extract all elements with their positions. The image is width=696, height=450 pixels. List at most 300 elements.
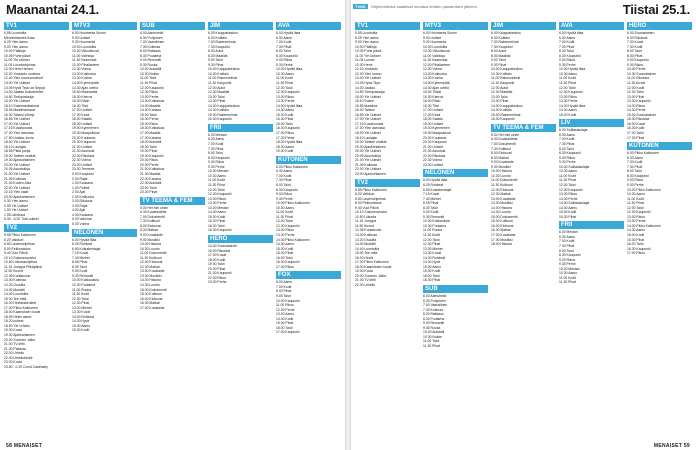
program-item: 7.30 Kotimaa: [140, 44, 160, 49]
program-item: 13.00 Miehet: [72, 305, 92, 310]
program-item: 21.05 Kotimaa: [4, 176, 26, 181]
program-item: 17.00 Rikos: [276, 131, 294, 136]
program-item: 17.00 Kaupunki: [276, 330, 300, 335]
program-item: 7.00 Rakennelmat: [208, 40, 236, 45]
program-item: 13.00 Rikos: [559, 94, 577, 99]
channel-header: KUTONEN: [276, 156, 341, 164]
program-item: 23.00 Uutiset: [72, 162, 92, 167]
channel-header: TV2: [4, 224, 69, 232]
program-item: 11.30 Kodit: [423, 232, 440, 237]
program-item: 9.30 Pihat: [491, 62, 507, 67]
program-item: 7.40 Miehet: [72, 255, 90, 260]
program-item: 8.30 Kaupunki: [559, 151, 581, 156]
page-footer: 58 MENAISET: [6, 443, 43, 449]
program-item: 4.30 Kaukana: [72, 212, 93, 217]
program-item: 6.00 Aamuhetki: [423, 293, 447, 298]
program-item: 16.30 Kaupunki: [276, 126, 300, 131]
program-item: 19.30 Maajoukkue: [72, 131, 100, 136]
program-item: 12.00 Talot: [627, 205, 644, 210]
program-item: 19.00 Kymmenen: [423, 126, 450, 131]
program-item: 0.00 Kaupunki: [72, 171, 94, 176]
channel-header: TV1: [355, 22, 420, 30]
program-item: 12.30 Voima: [72, 67, 91, 72]
program-item: 7.00 Kuvat: [627, 40, 644, 45]
program-item: 9.30 Perhe: [559, 62, 576, 67]
program-item: 15.00 Aamu: [423, 264, 442, 269]
program-item: 14.00 Muisteli: [355, 242, 376, 247]
program-item: 6.25 Rohkeat: [72, 242, 93, 247]
program-item: 11.00 Ruoka: [423, 228, 442, 233]
program-item: 12.35 Kuntakoulu: [4, 273, 31, 278]
program-item: 10.00 Autotalli: [140, 67, 162, 72]
program-item: 18.00 Yle Uutiset: [355, 131, 381, 136]
page-title: Tiistai 25.1.: [622, 2, 690, 17]
program-item: 0.30 Rajat: [72, 176, 88, 181]
program-item: 11.00 Kodit: [276, 210, 293, 215]
program-item: 10.00 Päälinja: [355, 44, 377, 49]
program-item: 16.55 Yle Uutiset: [355, 112, 381, 117]
program-item: 10.30 Aamu: [559, 169, 578, 174]
program-item: 21.00 Uutiset: [72, 144, 92, 149]
program-item: 9.00 Rikos: [559, 257, 576, 262]
program-item: 8.00 Elokuvat: [491, 151, 512, 156]
program-item: 8.30 Kaupunki: [559, 53, 581, 58]
program-item: 17.30 Musiikki: [491, 237, 513, 242]
program-item: 14.00 Historia: [140, 278, 161, 283]
listing-column: [140, 20, 205, 440]
program-item: 10.30 Aamu: [627, 192, 646, 197]
listing-column: [423, 20, 488, 440]
program-item: 19.00 Kymmenen: [72, 126, 99, 131]
program-item: 10.00 Kauppakeskus: [208, 67, 240, 72]
program-item: 7.30 Kulttuuri: [140, 219, 160, 224]
program-item: 16.00 Talot: [276, 325, 293, 330]
program-item: 14.00 Kauppakeskus: [208, 103, 240, 108]
program-item: 12.00 Talot: [423, 237, 440, 242]
program-item: 9.00 Remontti: [140, 58, 162, 63]
program-item: 14.30 Aamu: [559, 205, 578, 210]
program-item: 10.30 Luonto: [140, 246, 160, 251]
program-item: 20.30 Kaupunki: [423, 140, 447, 145]
program-item: 5.00 Valinnat: [72, 217, 92, 222]
program-item: 14.00 Jaakko kokoantelee: [4, 90, 44, 95]
program-item: 6.30 Aamu: [627, 155, 644, 160]
program-item: 10.00 Kokkauksia: [72, 278, 99, 283]
program-item: 13.00 Kuvataide: [491, 196, 516, 201]
program-item: 8.05 Pihat: [423, 201, 439, 206]
program-item: 7.30 Kaupunki: [491, 44, 513, 49]
program-item: Mennistösmies ikiaa: [4, 35, 35, 40]
program-item: 9.00 Rikos: [276, 192, 293, 197]
program-item: 14.40 Suomalainen: [208, 243, 238, 248]
program-item: 16.00 Elokuvat: [491, 223, 514, 228]
program-item: 6.30 Kuvataidetta: [491, 137, 518, 142]
program-item: 9.00 Remontti: [423, 321, 445, 326]
program-item: 13.00 Perhe: [140, 94, 159, 99]
program-item: 14.50 Tietopostaaja: [4, 94, 34, 99]
program-item: 23.00 Ajankohtainen: [4, 194, 35, 199]
program-item: 15.00 Kodit: [276, 246, 294, 251]
program-item: 17.15 Kuvakorusta: [4, 126, 33, 131]
program-item: 10.00 Historia: [140, 242, 161, 247]
program-item: 16.30 Tilat: [423, 103, 439, 108]
program-item: 22.00 Rikoksia: [423, 153, 446, 158]
program-item: 8.00 Talot: [627, 169, 642, 174]
program-item: 16.00 Talot: [627, 242, 644, 247]
program-item: 9.30 Musiikki: [140, 237, 160, 242]
program-item: 21.30 Maatila: [140, 171, 161, 176]
program-item: 15.00 Kodit: [208, 214, 226, 219]
program-item: 18.00 Historia: [491, 242, 512, 247]
program-item: 13.00 Rikos: [276, 94, 294, 99]
program-item: 10.30 Nukke: [423, 334, 443, 339]
program-item: 10.00 Luontoilta: [72, 44, 97, 49]
program-item: 18.00 Kodit: [208, 257, 226, 262]
program-item: 9.00 Talot: [491, 58, 506, 63]
program-item: 15.30 Kodit: [423, 269, 441, 274]
program-item: 12.35 Kuntakoulu: [355, 228, 382, 233]
program-item: 14.30 Ajan ovella: [423, 85, 449, 90]
program-item: 2.30 Kotiruoka: [72, 194, 94, 199]
listing-column: [491, 20, 556, 440]
program-item: 14.40 Luontoilta: [355, 246, 380, 251]
program-item: 15.30 Kulttuuri: [140, 292, 162, 297]
program-item: 9.40 Vuoi Päivä: [355, 205, 379, 210]
program-item: 14.00 Hyvää iltaa: [276, 103, 303, 108]
program-item: 15.55 Maailma: [355, 103, 378, 108]
program-item: 6.30 Kotitalo: [208, 35, 227, 40]
program-item: 12.00 Perhe: [276, 307, 295, 312]
program-item: 16.00 Elokuvat: [140, 296, 163, 301]
program-item: 12.30 Kaupunki: [559, 187, 583, 192]
program-item: 13.30 Pihat: [491, 99, 509, 104]
program-item: 15.30 Pihat: [627, 237, 645, 242]
program-item: 16.00 Ritari: [423, 99, 441, 104]
program-item: 10.30 Aamu: [559, 71, 578, 76]
program-item: 13.30 Musiikki: [491, 201, 513, 206]
program-item: 1.30 Poliisit: [72, 185, 90, 190]
page-title: Maanantai 24.1.: [6, 2, 100, 17]
program-item: 15.30 Pihat: [276, 117, 294, 122]
program-item: 16.30 Pihat: [423, 278, 441, 283]
program-item: 13.30 Perhe: [559, 99, 578, 104]
channel-header: TV TEEMA & FEM: [140, 197, 205, 205]
program-item: 20.05 Asuntokirja: [355, 153, 382, 158]
program-item: 16.00 Talot: [208, 223, 225, 228]
program-item: 6.30 Pohjoinen: [423, 298, 446, 303]
program-item: 7.30 Pihat: [559, 243, 575, 248]
program-item: 10.10 Sukuneuvostot: [4, 255, 36, 260]
program-item: 15.00 Kodit: [276, 112, 294, 117]
program-item: 7.00 Kodit: [276, 173, 292, 178]
program-item: 8.30 Kaupunki: [276, 187, 298, 192]
program-item: 9.30 Huomenta: [423, 40, 447, 45]
program-item: 10.00 Mestari: [208, 169, 229, 174]
program-item: 22.00 Yle Uutiset: [355, 167, 381, 172]
program-item: 13.00 Rikos: [208, 196, 226, 201]
program-item: 19.00 Taiteen matkat: [4, 153, 36, 158]
program-item: 23.00 Talot: [140, 185, 157, 190]
program-item: 12.30 Matkat: [140, 264, 160, 269]
program-item: 9.30 Rikos: [627, 62, 644, 67]
program-item: 6.00 Kauppakeskus: [208, 31, 238, 35]
program-item: 4.00 Ajat: [72, 208, 86, 213]
listing-column: [627, 20, 692, 440]
program-item: 12.00 Talot: [276, 85, 293, 90]
program-item: 8.30 Kaupunki: [276, 53, 298, 58]
program-item: 12.30 Kaupunki: [208, 192, 232, 197]
program-item: 13.05 Hyvä Tepo on Seppä: [4, 85, 45, 90]
channel-header: TV TEEMA & FEM: [491, 124, 556, 132]
program-item: 11.30 Kaupunki: [208, 81, 232, 86]
program-item: 12.30 Matkat: [491, 192, 511, 197]
program-item: 10.30 Nukke: [140, 71, 160, 76]
program-item: 12.00 Elokuvat: [140, 260, 163, 265]
program-item: 11.00 Dokumentti: [491, 178, 518, 183]
program-item: 13.00 Kotiruoka: [72, 71, 96, 76]
program-item: 7.00 Kodit: [208, 142, 224, 147]
program-item: 11.00 Rikos: [276, 303, 294, 308]
program-item: 9.00 Kaupunki: [627, 58, 649, 63]
program-item: 16.30 Kaupunki: [627, 246, 651, 251]
program-item: 7.00 Kodit: [276, 40, 292, 45]
program-item: 7.30 Pihat: [627, 164, 643, 169]
program-item: 13.00 Talot: [208, 94, 225, 99]
program-item: 11.30 Kaamosta: [72, 58, 97, 63]
program-item: 18.10 Laulajan: [355, 135, 378, 140]
program-item: 19.30 Kaupunki: [140, 153, 164, 158]
program-item: 12.00 Hemi Hemmi: [4, 67, 34, 72]
program-item: 16.30 Kaupunki: [208, 228, 232, 233]
program-item: 10.00 Pikku Kakkonen: [627, 187, 661, 192]
program-item: 11.30 Pihat: [276, 214, 293, 219]
program-item: 7.00 Dokumentti: [491, 142, 516, 147]
program-item: 14.30 Kotitalo: [491, 108, 512, 113]
program-item: 19.30 Ajankohtainen: [355, 144, 386, 149]
program-item: 12.00 Kaupunki: [140, 85, 164, 90]
channel-header: AVA: [276, 22, 341, 30]
program-item: 15.00 Dokumentti: [491, 214, 518, 219]
program-item: 6.00 Hei mei oinen: [140, 205, 169, 210]
right-page: [351, 0, 696, 450]
program-item: 11.00 Yle Uutiset: [355, 53, 381, 58]
program-item: 20.00 Kuukausi: [423, 135, 447, 140]
program-item: 13.30 Kaupunki: [627, 99, 651, 104]
program-item: 9.00 Kodit: [72, 269, 88, 274]
program-item: 12.30 Maatilat: [491, 90, 513, 95]
program-item: 9.00 Talot: [208, 58, 223, 63]
program-item: 6.00 Hyvää iltaa: [276, 31, 301, 35]
program-item: 7.00 Kodit: [276, 284, 292, 289]
program-item: 6.30 Pohjoinen: [140, 35, 163, 40]
program-item: 23.30 Pihat: [140, 190, 158, 195]
program-item: 11.00 Kodit: [627, 196, 644, 201]
program-item: 11.00 Kodit: [559, 173, 576, 178]
program-item: 15.30 Kaupunki: [208, 117, 232, 122]
program-item: 10.30 Puutarha: [423, 223, 447, 228]
program-item: 5.55 Pikku Kakkonen: [4, 232, 36, 237]
program-item: 18.20 uutiset: [4, 319, 24, 324]
program-item: 22.00 Yle Uutiset: [4, 185, 30, 190]
channel-header: FRII: [208, 124, 273, 132]
program-item: 6.30 Kotitalo: [491, 35, 510, 40]
program-item: 9.00 Rikos: [559, 155, 576, 160]
program-item: 15.00 Kodit: [559, 112, 577, 117]
program-item: 6.30 Aamu: [559, 35, 576, 40]
program-item: 12.00 Talot: [559, 182, 576, 187]
program-item: 20.30 Perhe: [140, 162, 159, 167]
program-item: 17.00 Kuvat: [208, 253, 227, 258]
listing-column: [4, 20, 69, 440]
program-item: 14.30 Aamu: [559, 108, 578, 113]
program-item: 9.00 Rikos: [208, 160, 225, 165]
program-item: 6.25 Rohkeat: [423, 182, 444, 187]
program-item: 15.00 Tiistai: [423, 90, 442, 95]
program-item: 6.00 Pikku Kakkonen: [276, 164, 308, 169]
program-item: 11.05 Luonto: [355, 58, 375, 63]
program-item: 9.30 Perhe: [559, 262, 576, 267]
program-item: 8.00 Talot: [559, 248, 574, 253]
program-item: 13.30 Kotitalous: [140, 99, 165, 104]
program-item: 22.00 Rikos: [208, 275, 226, 280]
left-page: [0, 0, 345, 450]
program-item: 22.30 Autotalli: [140, 181, 162, 186]
program-item: 16.30 Tilat: [72, 103, 88, 108]
program-item: 14.30 Aamu: [627, 228, 646, 233]
header-strip: [353, 4, 478, 9]
program-item: 8.00 Rakkaus: [140, 49, 161, 54]
program-item: 7.30 Kulttuuri: [491, 146, 511, 151]
program-item: 17.00 Kuvataide: [491, 232, 516, 237]
program-item: 15.00 Rakennelmat: [491, 112, 521, 117]
program-item: 12.30 Pihat: [423, 242, 441, 247]
program-item: 16.00 Talot: [276, 121, 293, 126]
program-item: 14.00 Muisteli: [4, 287, 25, 292]
program-item: 6.50 Kotirakentajat: [72, 246, 101, 251]
program-item: 7.00 Kodit: [559, 40, 575, 45]
program-item: 21.00 TV-lehti: [4, 342, 25, 347]
program-item: 14.30 Ajan ovella: [72, 85, 98, 90]
program-item: 6.30 Kuvataidetta: [140, 210, 167, 215]
program-item: 21.00 Kaupunki: [208, 271, 232, 276]
program-item: 9.00 Talot: [276, 293, 291, 298]
program-item: 8.00 Autot: [208, 49, 224, 54]
program-item: 15.00 Maanantai: [72, 90, 98, 95]
program-item: 13.20 Osuulta: [355, 237, 377, 242]
program-item: 7.30 Kotimaa: [423, 307, 443, 312]
program-item: 3.00 Rikoksia: [72, 199, 93, 204]
program-item: 21.30 Asuntola: [423, 149, 446, 154]
program-item: 15.30 Pihat: [559, 214, 577, 219]
program-item: 6.50 Kotirakentajat: [423, 187, 452, 192]
program-item: 11.15 Jumppa: [355, 219, 377, 224]
program-item: 11.50 Kuorot: [355, 223, 375, 228]
program-item: 8.00 Rakkaus: [423, 312, 444, 317]
program-item: 12.20 Yoskaolo ruuteiva: [4, 71, 41, 76]
program-item: 17.00 Rikos: [627, 251, 645, 256]
program-item: 12.30 Maatilat: [208, 90, 230, 95]
program-item: 15.00 Talot: [140, 112, 157, 117]
channel-header: FRII: [559, 221, 624, 229]
program-item: 12.00 Pihallamme: [423, 62, 451, 67]
program-item: 8.00 Talot: [627, 49, 642, 54]
program-item: 13.00 Kotimaa: [4, 278, 26, 283]
program-item: 13.00 Yle Uutiset: [355, 76, 381, 81]
program-item: 10.00 Autotalli: [423, 330, 445, 335]
program-item: 22.00 Rikoksia: [72, 153, 95, 158]
program-item: 22.30 Voima: [72, 158, 91, 163]
program-item: 6.20 Vaikkuri: [355, 192, 375, 197]
channel-header: SUB: [140, 22, 205, 30]
program-item: 10.30 Kotitalo: [491, 71, 512, 76]
program-item: 10.00 Pikku Kakkonen: [276, 201, 310, 206]
program-item: 21.00 Uutiset: [423, 144, 443, 149]
program-item: 17.00 Pikku Kakkonen: [4, 305, 38, 310]
program-item: 16.55 Yle Uutiset: [4, 117, 30, 122]
program-item: 6.30 Aamu: [276, 169, 293, 174]
program-item: 6.30 Aamu: [559, 234, 576, 239]
program-item: 6.00 Huomenta Suomi: [72, 31, 106, 35]
program-item: 9.30 Perhe: [276, 62, 293, 67]
program-item: 14.30 Hyvä: [72, 319, 90, 324]
program-item: 13.00 Kotiruoka: [423, 71, 447, 76]
program-item: 22.00 Urheilu: [355, 282, 376, 287]
program-item: 16.30 Kodit: [627, 126, 645, 131]
channel-header: MTV3: [72, 22, 137, 30]
channel-header: HERO: [627, 22, 692, 30]
program-item: 6.00 Aamuhetki: [140, 31, 164, 35]
program-item: 14.00 Pikku Kakkonen: [627, 223, 661, 228]
program-item: 12.00 Talot: [208, 187, 225, 192]
program-item: 23.00 Perhe: [208, 280, 227, 285]
program-item: 6.30 Aamu: [559, 132, 576, 137]
program-item: 11.00 Kodit: [559, 76, 576, 81]
program-item: 10.30 Viikonkuvat: [423, 49, 450, 54]
program-item: 17.00 Pikku Kakkonen: [355, 260, 389, 265]
program-item: 12.00 Autot: [491, 85, 509, 90]
program-item: 10.00 Historia: [491, 169, 512, 174]
program-item: 20.00 Pihat: [208, 266, 226, 271]
program-item: 22.40 Urheilutiedot: [4, 355, 33, 360]
program-item: 22.15 Ylen kalat: [4, 190, 29, 195]
program-item: 13.30 Perhe: [559, 196, 578, 201]
program-item: 9.00 Ylen aamu: [4, 44, 28, 49]
program-item: 14.30 Aamu: [276, 108, 295, 113]
program-item: 9.30 Perhe: [276, 196, 293, 201]
program-item: 14.40 Luontoilta: [4, 292, 29, 297]
program-item: 11.00 Rikoksia: [627, 76, 649, 81]
program-item: 6.00 Pikku Kakkonen: [627, 151, 659, 156]
program-item: 18.00 Yle Uutiset: [4, 140, 30, 145]
program-item: 17.30 Ylen aamuisa: [355, 126, 385, 131]
program-item: 16.00 Talot: [423, 273, 440, 278]
program-item: 7.00 Kodit: [559, 239, 575, 244]
program-item: 16.30 Matkat: [140, 301, 160, 306]
program-item: 12.00 Pihallamme: [72, 62, 100, 67]
program-item: 19.00 Kuvia: [355, 269, 373, 274]
program-item: 9.30 Ruoka: [140, 62, 158, 67]
program-item: 12.30 Rikos: [140, 90, 158, 95]
program-item: 13.00 Rikos: [276, 228, 294, 233]
program-item: 10.30 Viikonkuvat: [72, 49, 99, 54]
program-item: 14.30 Luonto: [140, 282, 160, 287]
program-item: 11.00 Rakennelmat: [491, 76, 521, 81]
program-item: 21.00 Yle Uutiset: [355, 158, 381, 163]
program-item: 8.00 Pihat: [276, 289, 292, 294]
program-item: 10.30 Aamu: [276, 205, 295, 210]
program-item: 10.30 Aamu: [276, 71, 295, 76]
program-item: 9.30 Remontit: [423, 214, 445, 219]
